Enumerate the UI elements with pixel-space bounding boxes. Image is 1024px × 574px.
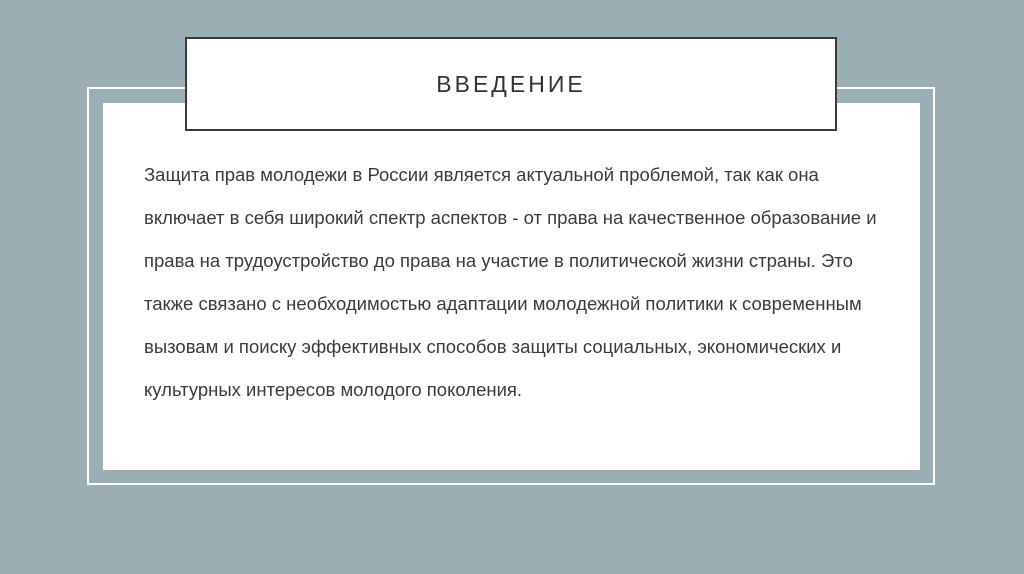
slide-title: ВВЕДЕНИЕ xyxy=(436,70,586,97)
title-box xyxy=(185,37,837,131)
body-paragraph: Защита прав молодежи в России является актуальной проблемой, так как она включает в себя широкий спектр аспектов - от права на качественное образование и права на трудоустройство до права на участие в политической жизни страны. Это также связано с необходимостью адаптации молодежной политики к современным вызовам и поиску эффективных способов защиты социальных, экономических и культурных интересов молодого поколения. xyxy=(144,164,877,400)
